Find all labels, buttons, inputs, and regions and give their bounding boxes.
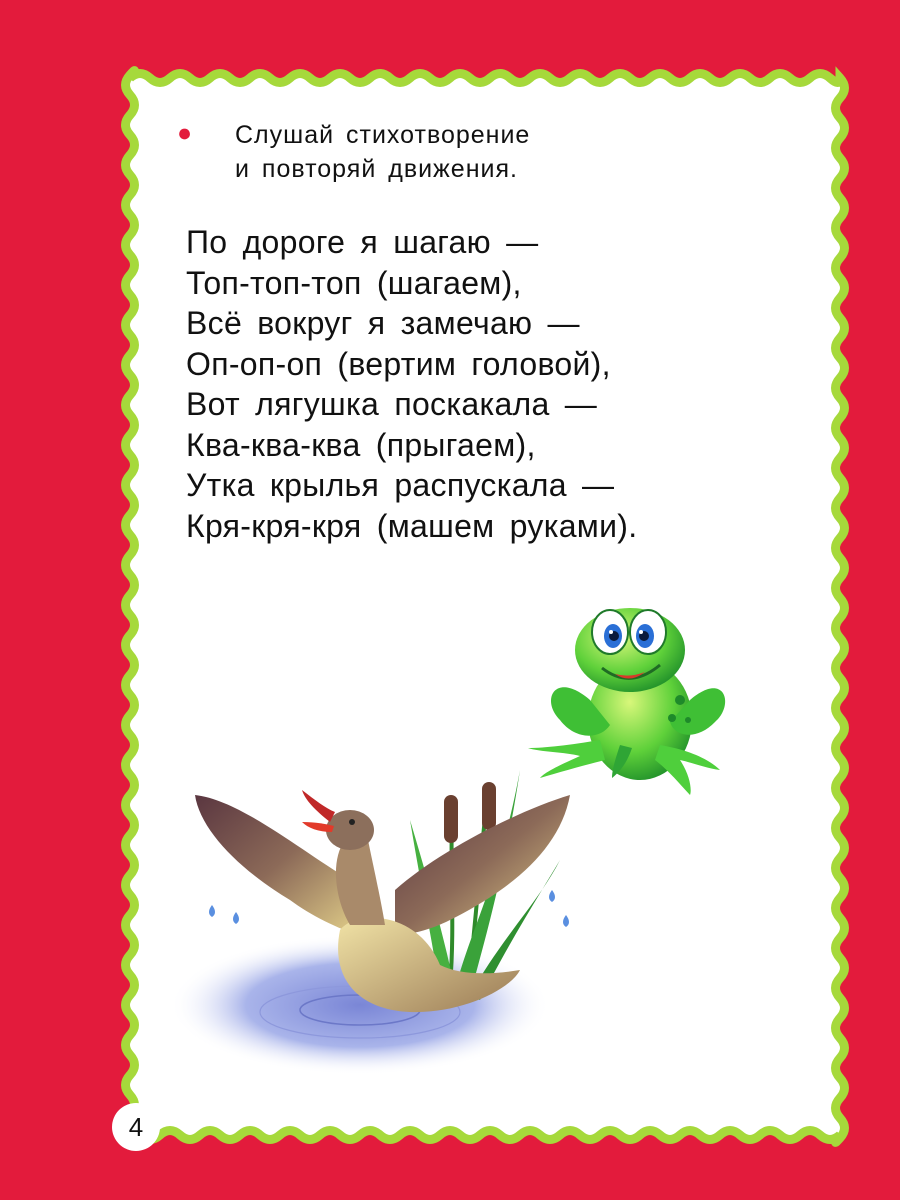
poem-line: Всё вокруг я замечаю — xyxy=(186,305,580,341)
poem-line: По дороге я шагаю — xyxy=(186,224,539,260)
bullet-icon: ● xyxy=(177,119,194,147)
poem-line: Утка крылья распускала — xyxy=(186,467,615,503)
poem xyxy=(186,222,637,546)
instruction-text xyxy=(177,118,531,186)
poem-line: Кря-кря-кря (машем руками). xyxy=(186,507,638,544)
poem-line: Ква-ква-ква (прыгаем), xyxy=(186,426,536,463)
page-number: 4 xyxy=(112,1103,160,1151)
poem-line: Оп-оп-оп (вертим головой), xyxy=(186,345,611,382)
instruction-line-2: и повторяй движения. xyxy=(235,155,518,183)
instruction-line-1: Слушай стихотворение xyxy=(235,121,531,149)
poem-line: Вот лягушка поскакала — xyxy=(186,386,598,422)
poem-line: Топ-топ-топ (шагаем), xyxy=(186,264,522,301)
